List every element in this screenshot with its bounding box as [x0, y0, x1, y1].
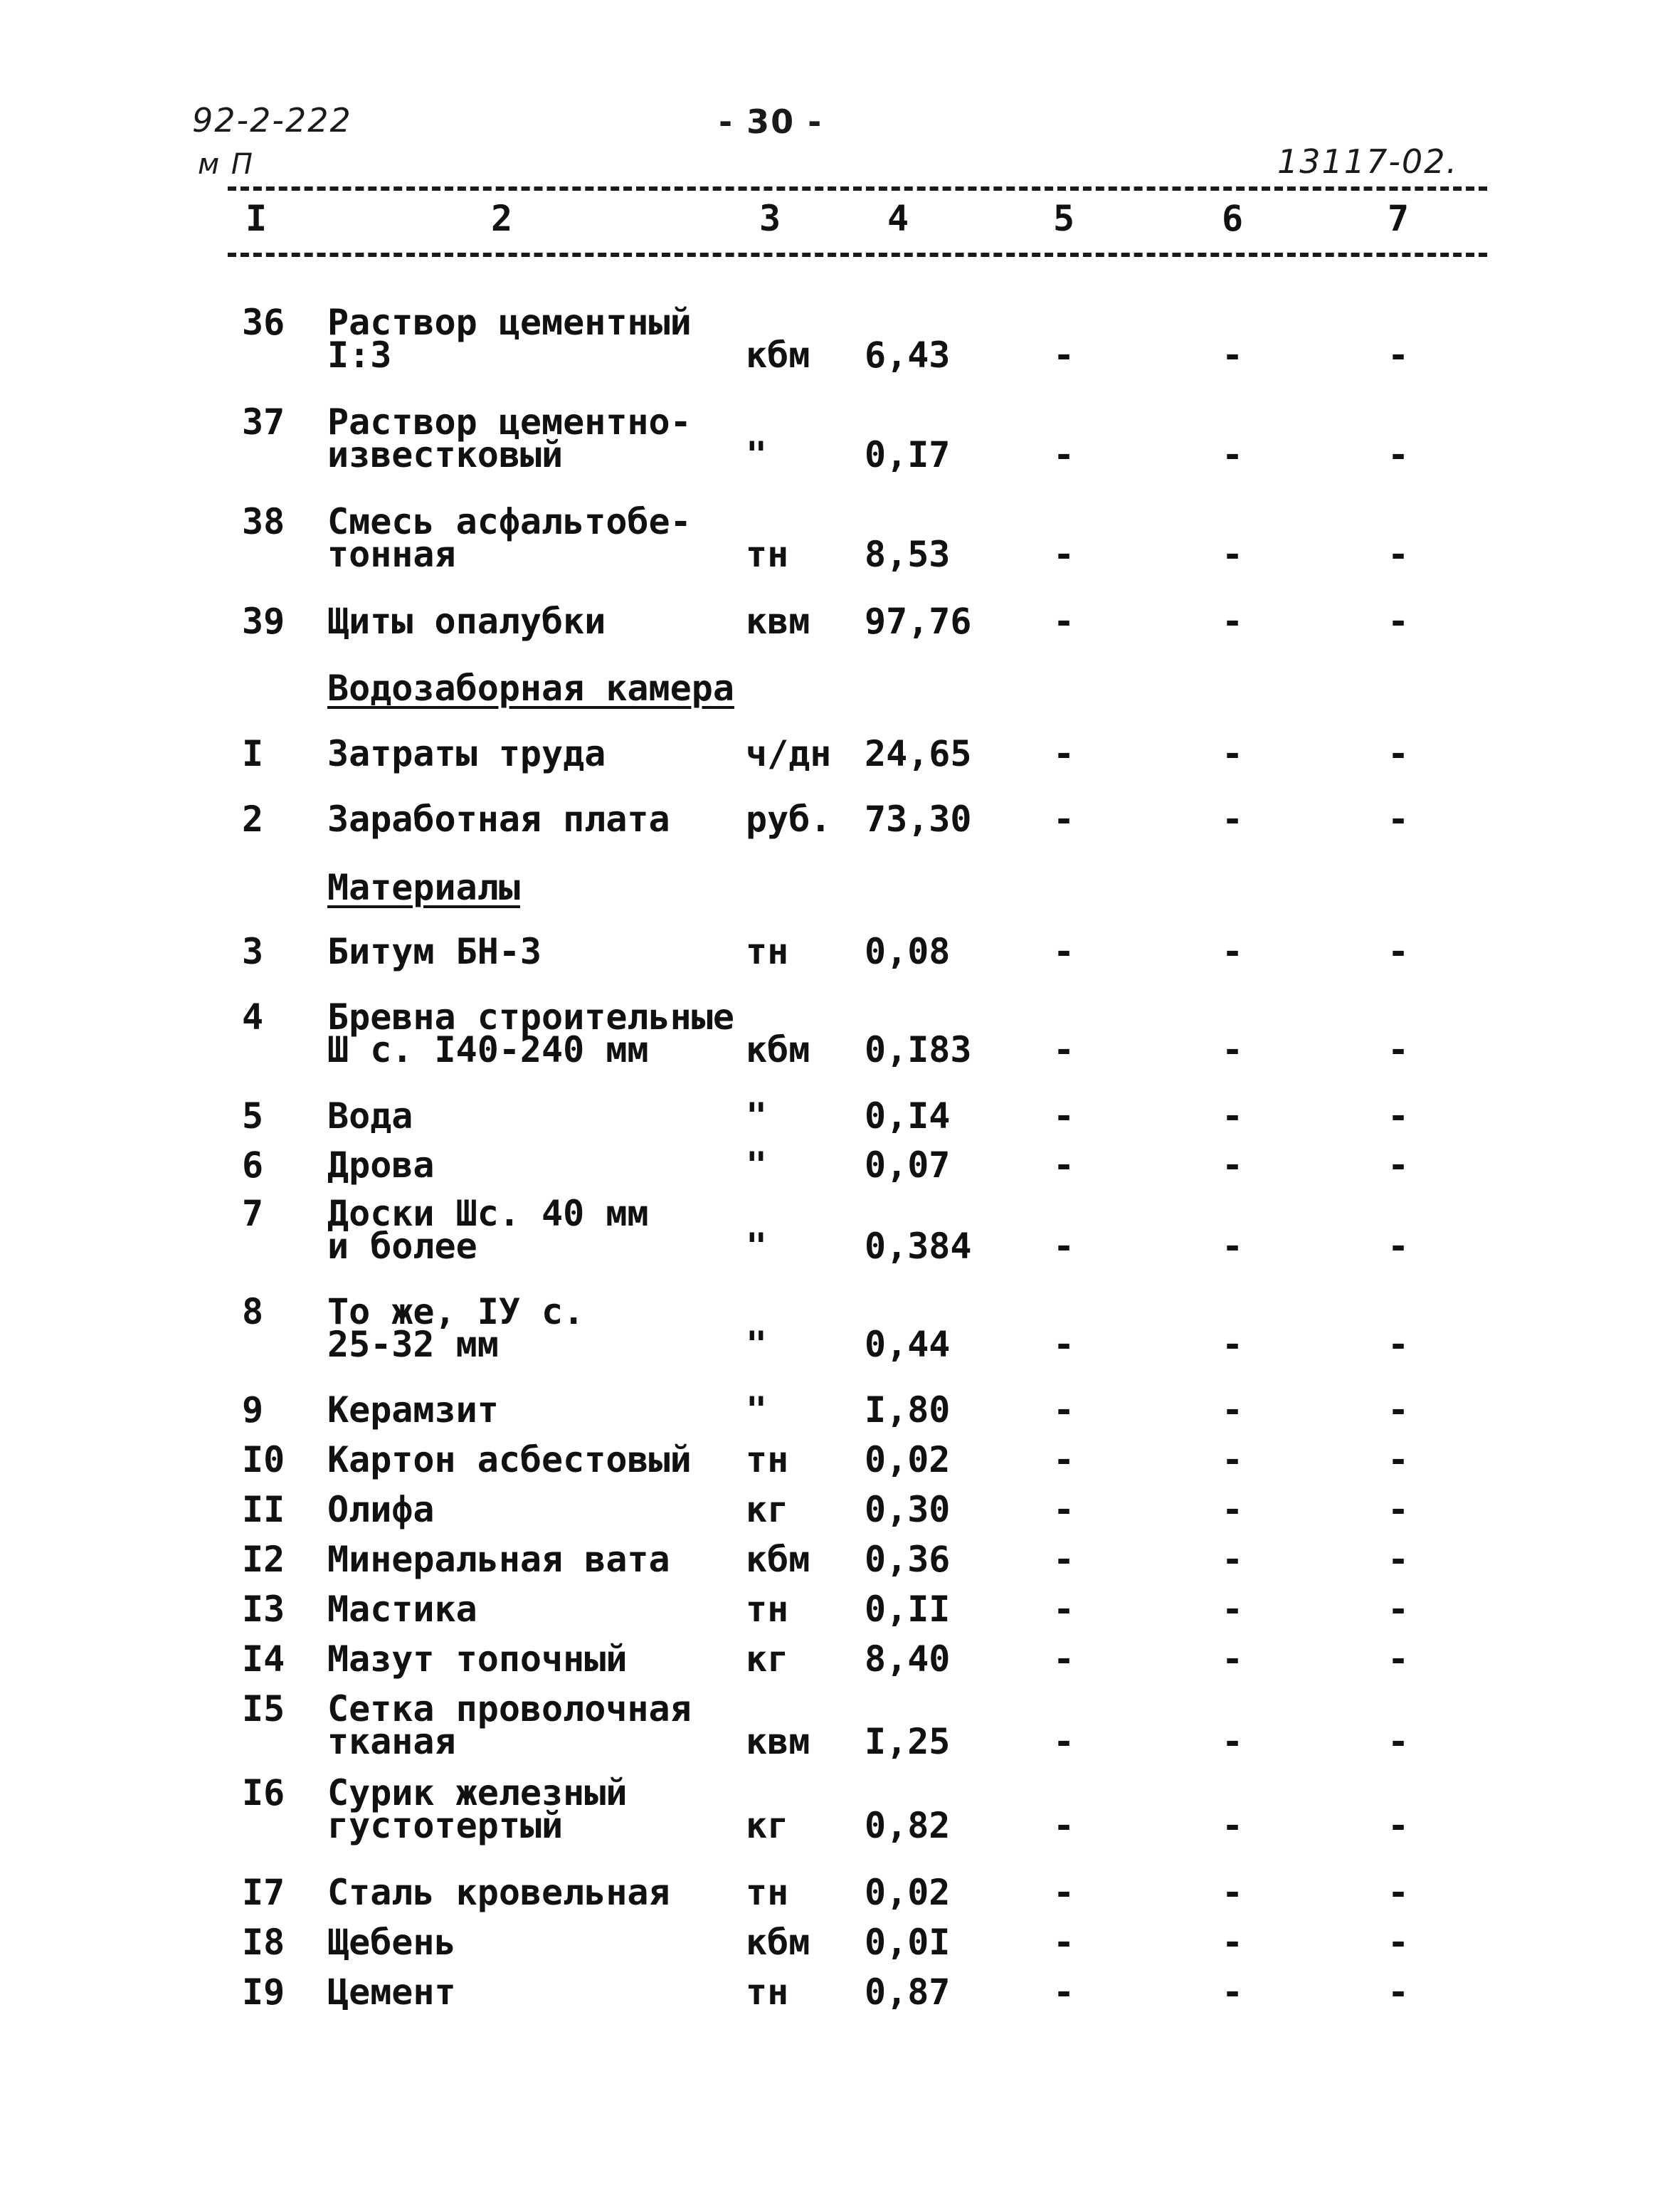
- row-col7: -: [1387, 1971, 1410, 2013]
- column-header-4: 4: [887, 198, 909, 239]
- row-name: Сурик железный густотертый: [327, 1772, 628, 1846]
- row-col6: -: [1221, 1589, 1244, 1630]
- row-name: Сетка проволочная тканая: [327, 1688, 692, 1762]
- row-number: I7: [242, 1872, 285, 1913]
- row-name: Битум БН-3: [327, 931, 542, 972]
- row-col6: -: [1221, 1439, 1244, 1480]
- row-col7: -: [1387, 434, 1410, 475]
- row-unit: тн: [746, 1971, 789, 2013]
- row-col5: -: [1052, 1872, 1075, 1913]
- row-quantity: 0,36: [865, 1539, 951, 1580]
- row-number: II: [242, 1489, 285, 1530]
- row-col6: -: [1221, 1489, 1244, 1530]
- row-number: I2: [242, 1539, 285, 1580]
- row-unit: тн: [746, 1589, 789, 1630]
- row-col5: -: [1052, 434, 1075, 475]
- row-col5: -: [1052, 733, 1075, 774]
- row-number: 4: [242, 996, 264, 1038]
- row-name: Керамзит: [327, 1389, 499, 1431]
- row-col5: -: [1052, 1922, 1075, 1963]
- column-header-3: 3: [759, 198, 781, 239]
- row-col5: -: [1052, 1638, 1075, 1680]
- row-quantity: 0,I83: [865, 1029, 972, 1070]
- row-name: Мастика: [327, 1589, 477, 1630]
- row-col5: -: [1052, 1439, 1075, 1480]
- row-col6: -: [1221, 601, 1244, 642]
- row-col6: -: [1221, 1144, 1244, 1186]
- row-col7: -: [1387, 1872, 1410, 1913]
- row-name: Доски Шс. 40 мм и более: [327, 1193, 649, 1267]
- row-name: Мазут топочный: [327, 1638, 628, 1680]
- row-name: Щебень: [327, 1922, 456, 1963]
- column-header-5: 5: [1052, 198, 1075, 239]
- row-col5: -: [1052, 1324, 1075, 1365]
- row-unit: кбм: [746, 335, 810, 376]
- row-col7: -: [1387, 1638, 1410, 1680]
- row-name: Смесь асфальтобе- тонная: [327, 501, 692, 575]
- row-unit: квм: [746, 1721, 810, 1762]
- row-number: 37: [242, 401, 285, 443]
- row-quantity: 0,44: [865, 1324, 951, 1365]
- row-quantity: 0,I7: [865, 434, 951, 475]
- row-col5: -: [1052, 1389, 1075, 1431]
- row-quantity: I,80: [865, 1389, 951, 1431]
- header-rule-top: [228, 186, 1487, 191]
- row-quantity: 0,384: [865, 1226, 972, 1267]
- row-col7: -: [1387, 335, 1410, 376]
- row-name: Раствор цементный I:3: [327, 302, 692, 376]
- row-name: Раствор цементно- известковый: [327, 401, 692, 475]
- row-number: I8: [242, 1922, 285, 1963]
- row-unit: тн: [746, 931, 789, 972]
- row-col7: -: [1387, 1721, 1410, 1762]
- row-name: То же, IУ с. 25-32 мм: [327, 1291, 585, 1365]
- row-col6: -: [1221, 534, 1244, 575]
- row-quantity: 0,07: [865, 1144, 951, 1186]
- doc-code: 92-2-222: [192, 101, 352, 139]
- row-quantity: 24,65: [865, 733, 972, 774]
- row-col6: -: [1221, 733, 1244, 774]
- sub-mark: м П: [198, 148, 254, 181]
- row-number: I5: [242, 1688, 285, 1729]
- row-col6: -: [1221, 1389, 1244, 1431]
- row-unit: тн: [746, 1872, 789, 1913]
- row-col7: -: [1387, 1144, 1410, 1186]
- row-quantity: 0,08: [865, 931, 951, 972]
- row-col5: -: [1052, 1095, 1075, 1137]
- column-header-7: 7: [1387, 198, 1410, 239]
- row-col5: -: [1052, 1721, 1075, 1762]
- row-number: 39: [242, 601, 285, 642]
- row-unit: кг: [746, 1805, 789, 1846]
- row-number: I4: [242, 1638, 285, 1680]
- row-unit: тн: [746, 534, 789, 575]
- row-col7: -: [1387, 1439, 1410, 1480]
- row-unit: тн: [746, 1439, 789, 1480]
- section-heading: Материалы: [327, 867, 520, 908]
- row-col7: -: [1387, 1539, 1410, 1580]
- row-col7: -: [1387, 1226, 1410, 1267]
- row-col5: -: [1052, 1489, 1075, 1530]
- row-number: I: [242, 733, 264, 774]
- row-number: 5: [242, 1095, 264, 1137]
- row-col7: -: [1387, 1589, 1410, 1630]
- row-number: I9: [242, 1971, 285, 2013]
- row-name: Дрова: [327, 1144, 435, 1186]
- row-col6: -: [1221, 799, 1244, 840]
- row-quantity: 0,30: [865, 1489, 951, 1530]
- row-unit: кг: [746, 1489, 789, 1530]
- row-quantity: 6,43: [865, 335, 951, 376]
- row-quantity: 73,30: [865, 799, 972, 840]
- row-quantity: 0,0I: [865, 1922, 951, 1963]
- row-col5: -: [1052, 799, 1075, 840]
- column-header-1: I: [245, 198, 268, 239]
- row-quantity: I,25: [865, 1721, 951, 1762]
- row-col6: -: [1221, 1539, 1244, 1580]
- row-col5: -: [1052, 534, 1075, 575]
- row-unit: ": [746, 1226, 768, 1267]
- row-col5: -: [1052, 1805, 1075, 1846]
- row-col6: -: [1221, 1971, 1244, 2013]
- row-unit: ": [746, 1324, 768, 1365]
- row-col6: -: [1221, 1638, 1244, 1680]
- row-col7: -: [1387, 1489, 1410, 1530]
- row-unit: ": [746, 1144, 768, 1186]
- row-col5: -: [1052, 335, 1075, 376]
- row-quantity: 8,53: [865, 534, 951, 575]
- row-quantity: 0,II: [865, 1589, 951, 1630]
- row-col7: -: [1387, 1805, 1410, 1846]
- row-col5: -: [1052, 601, 1075, 642]
- header-rule-bottom: [228, 253, 1487, 257]
- row-number: 7: [242, 1193, 264, 1234]
- row-quantity: 0,I4: [865, 1095, 951, 1137]
- row-col7: -: [1387, 601, 1410, 642]
- row-name: Картон асбестовый: [327, 1439, 692, 1480]
- row-col6: -: [1221, 1226, 1244, 1267]
- doc-reference: 13117-02.: [1277, 142, 1459, 181]
- section-heading: Водозаборная камера: [327, 668, 734, 709]
- row-unit: кбм: [746, 1539, 810, 1580]
- row-col7: -: [1387, 1095, 1410, 1137]
- row-name: Затраты труда: [327, 733, 606, 774]
- row-unit: ": [746, 1095, 768, 1137]
- row-number: 9: [242, 1389, 264, 1431]
- row-col6: -: [1221, 1721, 1244, 1762]
- row-number: I6: [242, 1772, 285, 1813]
- row-col7: -: [1387, 799, 1410, 840]
- row-col6: -: [1221, 1095, 1244, 1137]
- row-quantity: 8,40: [865, 1638, 951, 1680]
- row-unit: кбм: [746, 1029, 810, 1070]
- row-number: 2: [242, 799, 264, 840]
- row-unit: руб.: [746, 799, 832, 840]
- row-unit: кг: [746, 1638, 789, 1680]
- row-number: 38: [242, 501, 285, 542]
- row-name: Заработная плата: [327, 799, 670, 840]
- row-name: Олифа: [327, 1489, 435, 1530]
- row-col7: -: [1387, 931, 1410, 972]
- row-quantity: 0,02: [865, 1872, 951, 1913]
- row-unit: ": [746, 1389, 768, 1431]
- row-col5: -: [1052, 1539, 1075, 1580]
- row-col5: -: [1052, 1226, 1075, 1267]
- row-col6: -: [1221, 1872, 1244, 1913]
- page-number: - 30 -: [719, 102, 823, 141]
- row-col7: -: [1387, 1389, 1410, 1431]
- row-unit: ": [746, 434, 768, 475]
- column-header-6: 6: [1221, 198, 1244, 239]
- row-quantity: 0,02: [865, 1439, 951, 1480]
- row-col5: -: [1052, 1029, 1075, 1070]
- row-number: 6: [242, 1144, 264, 1186]
- row-number: I3: [242, 1589, 285, 1630]
- row-name: Щиты опалубки: [327, 601, 606, 642]
- row-col6: -: [1221, 931, 1244, 972]
- row-col7: -: [1387, 534, 1410, 575]
- row-number: 36: [242, 302, 285, 343]
- row-quantity: 0,82: [865, 1805, 951, 1846]
- row-unit: кбм: [746, 1922, 810, 1963]
- row-unit: ч/дн: [746, 733, 832, 774]
- row-name: Цемент: [327, 1971, 456, 2013]
- row-col5: -: [1052, 1589, 1075, 1630]
- row-col6: -: [1221, 1805, 1244, 1846]
- row-col7: -: [1387, 1029, 1410, 1070]
- row-name: Бревна строительные Ш с. I40-240 мм: [327, 996, 734, 1070]
- row-name: Вода: [327, 1095, 413, 1137]
- row-col5: -: [1052, 1144, 1075, 1186]
- row-col5: -: [1052, 1971, 1075, 2013]
- row-col6: -: [1221, 1029, 1244, 1070]
- row-quantity: 97,76: [865, 601, 972, 642]
- row-col6: -: [1221, 434, 1244, 475]
- row-col6: -: [1221, 1922, 1244, 1963]
- row-number: 3: [242, 931, 264, 972]
- row-number: 8: [242, 1291, 264, 1332]
- row-number: I0: [242, 1439, 285, 1480]
- row-quantity: 0,87: [865, 1971, 951, 2013]
- row-col5: -: [1052, 931, 1075, 972]
- row-col6: -: [1221, 1324, 1244, 1365]
- row-col7: -: [1387, 1324, 1410, 1365]
- row-unit: квм: [746, 601, 810, 642]
- row-name: Минеральная вата: [327, 1539, 670, 1580]
- column-header-2: 2: [490, 198, 513, 239]
- row-name: Сталь кровельная: [327, 1872, 670, 1913]
- row-col7: -: [1387, 733, 1410, 774]
- row-col6: -: [1221, 335, 1244, 376]
- row-col7: -: [1387, 1922, 1410, 1963]
